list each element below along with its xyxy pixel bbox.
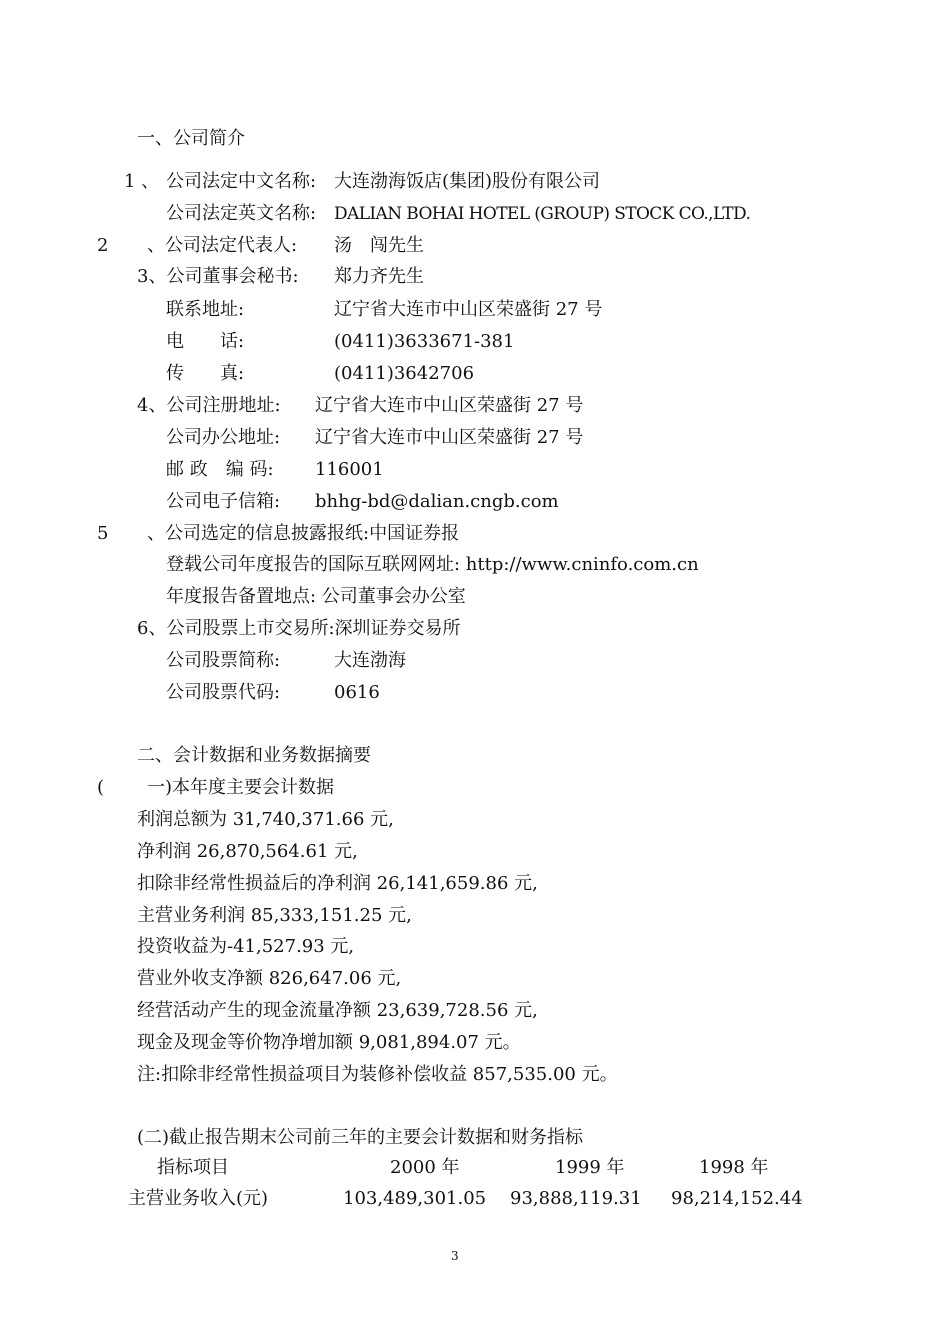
item2-label: 、公司法定代表人: bbox=[147, 235, 298, 256]
table-header-cell: 指标项目 bbox=[157, 1157, 229, 1178]
item5-line3: 年度报告备置地点: 公司董事会办公室 bbox=[166, 586, 466, 607]
table-cell: 主营业务收入(元) bbox=[128, 1188, 269, 1209]
section1-heading: 一、公司简介 bbox=[137, 128, 245, 149]
item2-value: 汤 闯先生 bbox=[334, 235, 424, 256]
item6-line1: 6、公司股票上市交易所:深圳证券交易所 bbox=[137, 618, 461, 639]
phone-label: 电 话: bbox=[166, 331, 245, 352]
table-cell: 103,489,301.05 bbox=[343, 1188, 487, 1209]
page-number: 3 bbox=[451, 1249, 459, 1263]
item1-number: 1 、 bbox=[124, 171, 160, 192]
item2-number: 2 bbox=[97, 235, 109, 256]
data-line: 净利润 26,870,564.61 元, bbox=[137, 841, 358, 862]
fax-label: 传 真: bbox=[166, 363, 245, 384]
stock-code-label: 公司股票代码: bbox=[166, 682, 281, 703]
reg-address-value: 辽宁省大连市中山区荣盛街 27 号 bbox=[315, 395, 584, 416]
item1-en-label: 公司法定英文名称: bbox=[166, 203, 317, 224]
email-value: bhhg-bd@dalian.cngb.com bbox=[315, 491, 559, 512]
address-label: 联系地址: bbox=[166, 299, 245, 320]
table-cell: 98,214,152.44 bbox=[671, 1188, 803, 1209]
postcode-label: 邮 政 编 码: bbox=[166, 459, 274, 480]
data-line: 利润总额为 31,740,371.66 元, bbox=[137, 809, 394, 830]
item1-cn-value: 大连渤海饭店(集团)股份有限公司 bbox=[334, 171, 601, 192]
item1-cn-label: 公司法定中文名称: bbox=[166, 171, 317, 192]
address-value: 辽宁省大连市中山区荣盛街 27 号 bbox=[334, 299, 603, 320]
item1-en-value: DALIAN BOHAI HOTEL (GROUP) STOCK CO.,LTD. bbox=[334, 204, 751, 224]
item5-number: 5 bbox=[97, 523, 109, 544]
data-line: 扣除非经常性损益后的净利润 26,141,659.86 元, bbox=[137, 873, 538, 894]
stock-abbr-value: 大连渤海 bbox=[334, 650, 406, 671]
sub1-paren: ( bbox=[97, 777, 105, 798]
table-header-cell: 1998 年 bbox=[699, 1157, 769, 1178]
item3-value: 郑力齐先生 bbox=[334, 266, 424, 287]
table-header-cell: 1999 年 bbox=[555, 1157, 625, 1178]
postcode-value: 116001 bbox=[315, 459, 384, 480]
stock-code-value: 0616 bbox=[334, 682, 380, 703]
section2-heading: 二、会计数据和业务数据摘要 bbox=[137, 745, 371, 766]
data-line: 经营活动产生的现金流量净额 23,639,728.56 元, bbox=[137, 1000, 538, 1021]
note-line: 注:扣除非经常性损益项目为装修补偿收益 857,535.00 元。 bbox=[137, 1064, 618, 1085]
reg-address-label: 4、公司注册地址: bbox=[137, 395, 281, 416]
phone-value: (0411)3633671-381 bbox=[334, 331, 515, 352]
office-address-value: 辽宁省大连市中山区荣盛街 27 号 bbox=[315, 427, 584, 448]
stock-abbr-label: 公司股票简称: bbox=[166, 650, 281, 671]
table-cell: 93,888,119.31 bbox=[510, 1188, 642, 1209]
sub2-title: (二)截止报告期末公司前三年的主要会计数据和财务指标 bbox=[137, 1127, 584, 1148]
data-line: 营业外收支净额 826,647.06 元, bbox=[137, 968, 402, 989]
table-header-cell: 2000 年 bbox=[390, 1157, 460, 1178]
item5-line2: 登载公司年度报告的国际互联网网址: http://www.cninfo.com.cn bbox=[166, 554, 699, 575]
fax-value: (0411)3642706 bbox=[334, 363, 475, 384]
email-label: 公司电子信箱: bbox=[166, 491, 281, 512]
data-line: 现金及现金等价物净增加额 9,081,894.07 元。 bbox=[137, 1032, 521, 1053]
office-address-label: 公司办公地址: bbox=[166, 427, 281, 448]
sub1-title: 一)本年度主要会计数据 bbox=[147, 777, 335, 798]
item5-line1: 、公司选定的信息披露报纸:中国证券报 bbox=[147, 523, 460, 544]
data-line: 投资收益为-41,527.93 元, bbox=[137, 936, 355, 957]
item3-label: 3、公司董事会秘书: bbox=[137, 266, 299, 287]
data-line: 主营业务利润 85,333,151.25 元, bbox=[137, 905, 412, 926]
